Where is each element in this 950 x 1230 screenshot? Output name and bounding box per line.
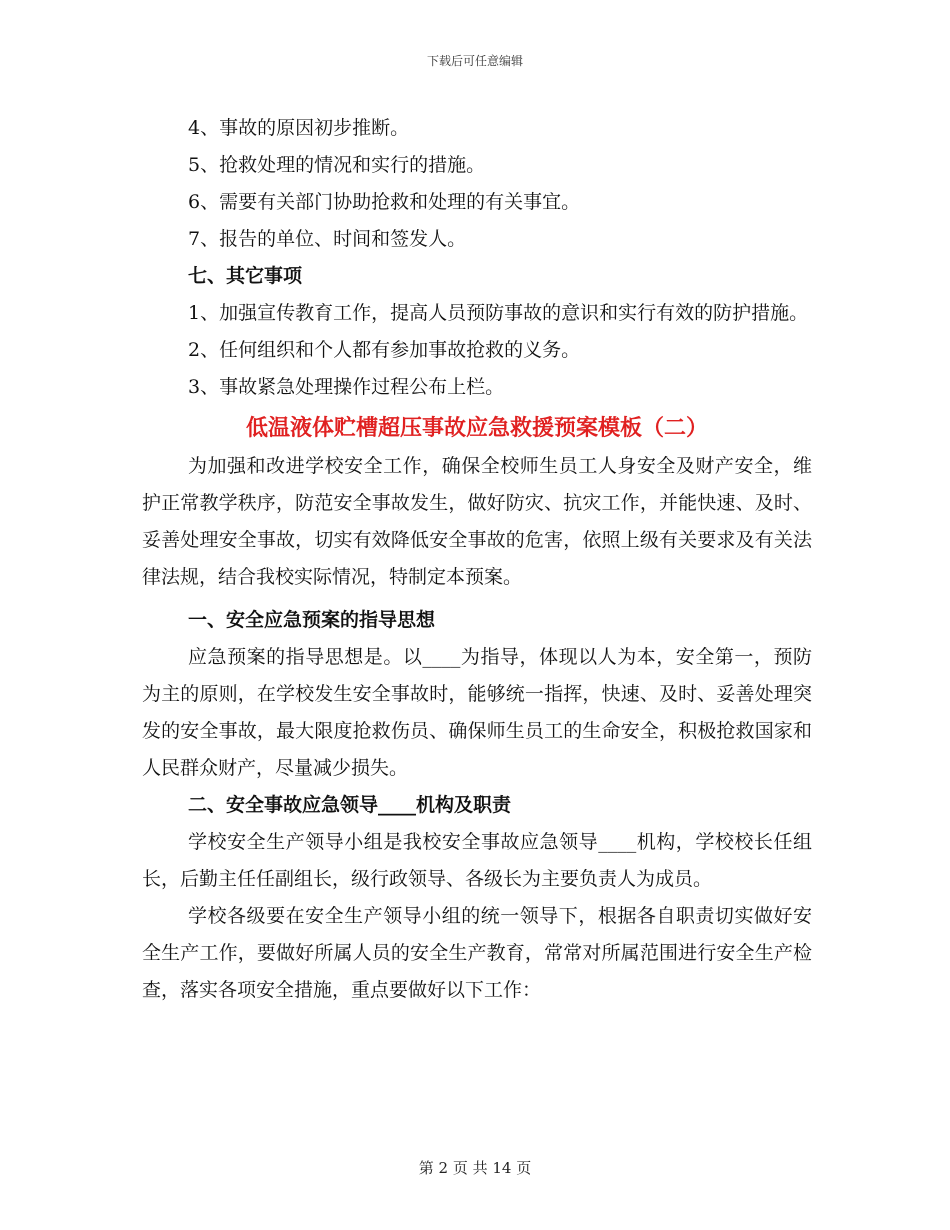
list-item: 3、事故紧急处理操作过程公布上栏。: [188, 376, 505, 398]
list-item: 7、报告的单位、时间和签发人。: [188, 228, 467, 250]
section1-paragraph: 应急预案的指导思想是。以____为指导，体现以人为本，安全第一，预防为主的原则，在学校发生安全事故时，能够统一指挥，快速、及时、妥善处理突发的安全事故，最大限度抢救伤员、确保师生员工的生命安全，积极抢救国家和人民群众财产，尽量减少损失。: [142, 646, 812, 779]
document-title: 低温液体贮槽超压事故应急救援预案模板（二）: [245, 415, 708, 441]
list-item: 6、需要有关部门协助抢救和处理的有关事宜。: [188, 191, 581, 213]
intro-paragraph: 为加强和改进学校安全工作，确保全校师生员工人身安全及财产安全，维护正常教学秩序，防范安全事故发生，做好防灾、抗灾工作，并能快速、及时、妥善处理安全事故，切实有效降低安全事故的危害，依照上级有关要求及有关法律法规，结合我校实际情况，特制定本预案。: [142, 455, 812, 588]
section-heading-leadership: 二、安全事故应急领导____机构及职责: [188, 794, 512, 816]
section2-paragraph: 学校安全生产领导小组是我校安全事故应急领导____机构，学校校长任组长，后勤主任任副组长，级行政领导、各级长为主要负责人为成员。: [142, 831, 812, 890]
document-body: [142, 110, 812, 1009]
section2-paragraph: 学校各级要在安全生产领导小组的统一领导下，根据各自职责切实做好安全生产工作，要做好所属人员的安全生产教育，常常对所属范围进行安全生产检查，落实各项安全措施，重点要做好以下工作：: [142, 905, 812, 1001]
list-item: 1、加强宣传教育工作，提高人员预防事故的意识和实行有效的防护措施。: [188, 302, 809, 324]
list-item: 4、事故的原因初步推断。: [188, 117, 410, 139]
list-item: 5、抢救处理的情况和实行的措施。: [188, 154, 486, 176]
page-number: 第 2 页 共 14 页: [418, 1159, 532, 1177]
list-item: 2、任何组织和个人都有参加事故抢救的义务。: [188, 339, 581, 361]
section-heading-other-matters: 七、其它事项: [188, 265, 303, 287]
section-heading-guiding-ideology: 一、安全应急预案的指导思想: [188, 609, 436, 631]
page-header-note: 下载后可任意编辑: [426, 54, 523, 68]
